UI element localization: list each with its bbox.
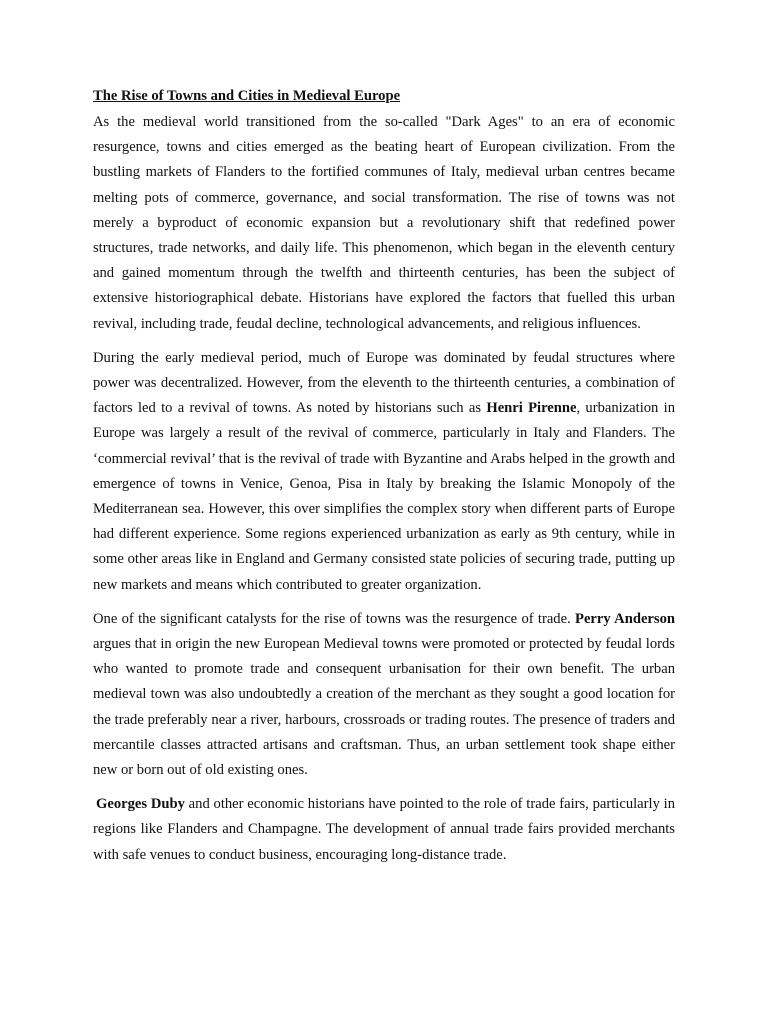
historian-name-pirenne: Henri Pirenne: [486, 400, 577, 417]
historian-name-anderson: Perry Anderson: [575, 610, 675, 627]
paragraph-text: One of the significant catalysts for the rise of towns was the resurgence of trade.: [93, 610, 576, 627]
paragraph-text: argues that in origin the new European Medieval towns were promoted or protected by feudal lords who wanted to promote trade and consequent urbanisation for their own benefit. The urban medieval town was also undoubtedly a creation of the merchant as they sought a good location for the trade preferably near a river, harbours, crossroads or trading routes. The presence of traders and mercantile classes attracted artisans and craftsman. Thus, an urban settlement took shape either new or born out of old existing ones.: [93, 636, 675, 779]
paragraph-anderson: [93, 607, 675, 783]
document-body: [93, 86, 675, 877]
paragraph-text: , urbanization in Europe was largely a result of the revival of commerce, particularly in Italy and Flanders. The ‘commercial revival’ that is the revival of trade with Byzantine and Arabs helped in the growth and emergence of towns in Venice, Genoa, Pisa in Italy by breaking the Islamic Monopoly of the Mediterranean sea. However, this over simplifies the complex story when different parts of Europe had different experience. Some regions experienced urbanization as early as 9th century, while in some other areas like in England and Germany consisted state policies of securing trade, putting up new markets and means which contributed to greater organization.: [93, 400, 675, 593]
paragraph-intro: As the medieval world transitioned from the so-called "Dark Ages" to an era of economic resurgence, towns and cities emerged as the beating heart of European civilization. From the bustling markets of Flanders to the fortified communes of Italy, medieval urban centres became melting pots of commerce, governance, and social transformation. The rise of towns was not merely a byproduct of economic expansion but a revolutionary shift that redefined power structures, trade networks, and daily life. This phenomenon, which began in the eleventh century and gained momentum through the twelfth and thirteenth centuries, has been the subject of extensive historiographical debate. Historians have explored the factors that fuelled this urban revival, including trade, feudal decline, technological advancements, and religious influences.: [93, 114, 675, 332]
historian-name-duby: Georges Duby: [96, 796, 185, 813]
paragraph-text: and other economic historians have pointed to the role of trade fairs, particularly in regions like Flanders and Champagne. The development of annual trade fairs provided merchants with safe venues to conduct business, encouraging long-distance trade.: [93, 796, 675, 863]
paragraph-duby: [93, 792, 675, 868]
document-title: The Rise of Towns and Cities in Medieval Europe: [93, 88, 401, 104]
paragraph-pirenne: [93, 346, 675, 598]
paragraph-text: During the early medieval period, much of Europe was dominated by feudal structures where power was decentralized. However, from the eleventh to the thirteenth centuries, a combination of factors led to a revival of towns. As noted by historians such as: [93, 349, 675, 417]
